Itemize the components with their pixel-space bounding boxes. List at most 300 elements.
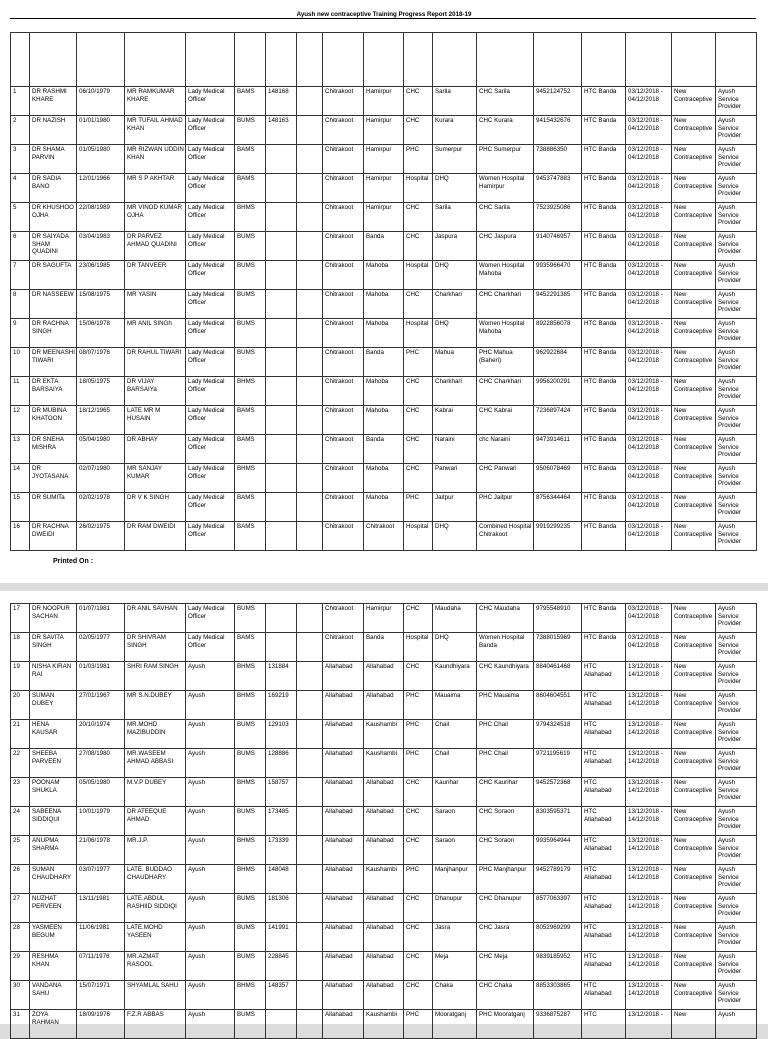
table-cell: Ayush <box>186 894 235 923</box>
table-row <box>11 778 757 807</box>
table-cell: CHC <box>404 807 433 836</box>
table-cell: 26/02/1975 <box>77 522 125 551</box>
table-cell: DR PARVEZ AHMAD QUADINI <box>125 232 186 261</box>
table-cell: Ayush <box>186 1010 235 1039</box>
table-cell: Chitrakoot <box>323 290 364 319</box>
table-cell: 13/12/2018 - 14/12/2018 <box>626 720 672 749</box>
table-cell: Kaushambi <box>364 749 404 778</box>
table-cell <box>266 435 297 464</box>
table-cell: Chitrakoot <box>323 145 364 174</box>
table-cell: Women Hospital Banda <box>477 633 534 662</box>
table-cell: Chitrakoot <box>323 261 364 290</box>
table-cell: Kaushambi <box>364 1010 404 1039</box>
table-cell: 13/12/2018 - <box>626 1010 672 1039</box>
table-cell: Jaspura <box>433 232 477 261</box>
table-row <box>11 633 757 662</box>
table-row <box>11 662 757 691</box>
table-cell: CHC Dhanupur <box>477 894 534 923</box>
table-cell: New Contraceptive <box>672 807 716 836</box>
table-cell: BUMS <box>235 952 266 981</box>
table-cell: 7 <box>11 261 30 290</box>
table-cell: Ayush <box>186 778 235 807</box>
table-row <box>11 749 757 778</box>
table-row <box>11 691 757 720</box>
table-cell: Chitrakoot <box>323 493 364 522</box>
header-cell <box>11 33 30 87</box>
table-cell: 13/12/2018 - 14/12/2018 <box>626 778 672 807</box>
table-row <box>11 290 757 319</box>
table-cell: New Contraceptive <box>672 691 716 720</box>
table-cell: 9140746957 <box>534 232 582 261</box>
table-cell: Allahabad <box>364 981 404 1010</box>
table-cell: Hospital <box>404 319 433 348</box>
table-cell: HTC Allahabad <box>582 981 626 1010</box>
table-cell: CHC Soraon <box>477 807 534 836</box>
table-cell: CHC <box>404 662 433 691</box>
table-cell: CHC <box>404 435 433 464</box>
table-cell: Lady Medical Officer <box>186 435 235 464</box>
table-cell: Combined Hospital Chitrakoot <box>477 522 534 551</box>
table-cell: Ayush Service Provider <box>716 720 757 749</box>
table-cell: New <box>672 1010 716 1039</box>
table-cell: Women Hospital Mahoba <box>477 319 534 348</box>
table-cell: 738886350 <box>534 145 582 174</box>
table-cell: PHC <box>404 145 433 174</box>
table-cell: HTC Banda <box>582 261 626 290</box>
table-cell: HTC Banda <box>582 145 626 174</box>
table-cell: Allahabad <box>364 662 404 691</box>
table-cell <box>297 720 323 749</box>
table-cell: Kaurihar <box>433 778 477 807</box>
table-row <box>11 377 757 406</box>
table-cell: 18/12/1965 <box>77 406 125 435</box>
table-row <box>11 348 757 377</box>
table-cell <box>297 691 323 720</box>
table-cell: ANUPMA SHARMA <box>30 836 77 865</box>
table-cell: 9 <box>11 319 30 348</box>
table-cell <box>297 406 323 435</box>
header-cell <box>186 33 235 87</box>
table-cell: 27/08/1980 <box>77 749 125 778</box>
table-cell: BUMS <box>235 720 266 749</box>
table-cell <box>297 894 323 923</box>
table-cell: 129103 <box>266 720 297 749</box>
table-cell: 8840461468 <box>534 662 582 691</box>
table-cell: VANDANA SAHU <box>30 981 77 1010</box>
table-cell: DR SHIVRAM SINGH <box>125 633 186 662</box>
table-cell: Mooratganj <box>433 1010 477 1039</box>
table-cell: Ayush Service Provider <box>716 290 757 319</box>
table-cell: Lady Medical Officer <box>186 87 235 116</box>
table-cell: Lady Medical Officer <box>186 377 235 406</box>
table-cell: DR RAHUL TIWARI <box>125 348 186 377</box>
table-cell: BAMS <box>235 406 266 435</box>
table-cell: 05/04/1980 <box>77 435 125 464</box>
table-cell: 9336875287 <box>534 1010 582 1039</box>
table-cell: DHQ <box>433 261 477 290</box>
table-cell: Banda <box>364 348 404 377</box>
table-cell: SUMAN CHAUDHARY <box>30 865 77 894</box>
table-cell: 03/12/2018 - 04/12/2018 <box>626 464 672 493</box>
table-cell: Chail <box>433 720 477 749</box>
table-cell: Ayush Service Provider <box>716 662 757 691</box>
table-cell: 9453747883 <box>534 174 582 203</box>
table-cell <box>297 923 323 952</box>
table-cell: BUMS <box>235 1010 266 1039</box>
table-cell: Hamirpur <box>364 203 404 232</box>
table-cell: 03/12/2018 - 04/12/2018 <box>626 290 672 319</box>
table-cell: 10 <box>11 348 30 377</box>
table-cell: BHMS <box>235 377 266 406</box>
header-cell <box>297 33 323 87</box>
table-cell: SHEEBA PARVEEN <box>30 749 77 778</box>
table-cell: New Contraceptive <box>672 493 716 522</box>
table-cell: Ayush Service Provider <box>716 522 757 551</box>
table-cell: 15/07/1971 <box>77 981 125 1010</box>
table-cell: 25 <box>11 836 30 865</box>
table-cell: 29 <box>11 952 30 981</box>
table-cell <box>266 145 297 174</box>
table-cell: BAMS <box>235 145 266 174</box>
table-cell: DR NAZISH <box>30 116 77 145</box>
table-cell: Ayush Service Provider <box>716 749 757 778</box>
table-cell: 9721195619 <box>534 749 582 778</box>
table-cell: PHC Jaitpur <box>477 493 534 522</box>
table-cell: CHC Sarila <box>477 203 534 232</box>
table-cell: HTC Allahabad <box>582 662 626 691</box>
table-cell: 03/12/2018 - 04/12/2018 <box>626 633 672 662</box>
table-cell: 03/07/1977 <box>77 865 125 894</box>
table-cell: BUMS <box>235 894 266 923</box>
table-cell: DR TANVEER <box>125 261 186 290</box>
table-cell: Ayush <box>186 720 235 749</box>
table-cell: 03/12/2018 - 04/12/2018 <box>626 348 672 377</box>
table-cell: 03/12/2018 - 04/12/2018 <box>626 493 672 522</box>
table-cell: Ayush <box>186 981 235 1010</box>
table-cell: MR.MOHD MAZIBUDDIN <box>125 720 186 749</box>
table-cell: CHC Soraon <box>477 836 534 865</box>
table-cell: Chitrakoot <box>364 522 404 551</box>
table-cell: 8604604551 <box>534 691 582 720</box>
table-cell <box>266 493 297 522</box>
table-cell: 03/12/2018 - 04/12/2018 <box>626 522 672 551</box>
table-cell: CHC <box>404 464 433 493</box>
table-cell: PHC Sumerpur <box>477 145 534 174</box>
table-row <box>11 87 757 116</box>
table-cell: chc Naraini <box>477 435 534 464</box>
table-cell: Lady Medical Officer <box>186 145 235 174</box>
table-cell: 13/12/2018 - 14/12/2018 <box>626 662 672 691</box>
table-cell: Ayush Service Provider <box>716 116 757 145</box>
table-cell: Kabrai <box>433 406 477 435</box>
table-cell: CHC <box>404 952 433 981</box>
table-cell: 03/12/2018 - 04/12/2018 <box>626 174 672 203</box>
table-cell <box>297 87 323 116</box>
table-cell: Ayush Service Provider <box>716 203 757 232</box>
table-cell: New Contraceptive <box>672 290 716 319</box>
table-cell: DR RACHNA DWEIDI <box>30 522 77 551</box>
table-cell <box>266 522 297 551</box>
table-cell: Lady Medical Officer <box>186 319 235 348</box>
table-cell: New Contraceptive <box>672 174 716 203</box>
table-cell: 03/12/2018 - 04/12/2018 <box>626 377 672 406</box>
table-cell: 13/12/2018 - 14/12/2018 <box>626 981 672 1010</box>
table-cell: 15/06/1978 <box>77 319 125 348</box>
table-cell: 30 <box>11 981 30 1010</box>
table-cell: BHMS <box>235 865 266 894</box>
table-row <box>11 261 757 290</box>
table-cell: New Contraceptive <box>672 464 716 493</box>
table-cell: DR ABHAY <box>125 435 186 464</box>
table-cell: HTC Banda <box>582 604 626 633</box>
table-cell <box>297 203 323 232</box>
table-cell: Allahabad <box>323 1010 364 1039</box>
table-cell: BUMS <box>235 749 266 778</box>
table-cell: HTC Allahabad <box>582 894 626 923</box>
table-cell: CHC Meja <box>477 952 534 981</box>
table-cell: CHC Kabrai <box>477 406 534 435</box>
table-row <box>11 865 757 894</box>
table-cell: SHYAMLAL SAHU <box>125 981 186 1010</box>
table-cell: New Contraceptive <box>672 377 716 406</box>
table-cell: HTC Banda <box>582 377 626 406</box>
table-cell: New Contraceptive <box>672 232 716 261</box>
table-row <box>11 952 757 981</box>
table-cell: BHMS <box>235 691 266 720</box>
table-cell: Allahabad <box>364 923 404 952</box>
table-cell: Hamirpur <box>364 174 404 203</box>
table-row <box>11 464 757 493</box>
table-cell: 05/05/1980 <box>77 778 125 807</box>
table-cell: PHC Chail <box>477 749 534 778</box>
header-cell <box>672 33 716 87</box>
header-row <box>11 33 757 87</box>
table-cell: 02/05/1977 <box>77 633 125 662</box>
table-cell: 13 <box>11 435 30 464</box>
table-cell: Saraon <box>433 807 477 836</box>
table-cell: Meja <box>433 952 477 981</box>
table-cell: 9452572368 <box>534 778 582 807</box>
table-cell <box>297 174 323 203</box>
table-cell <box>297 865 323 894</box>
table-cell: Women Hospital Hamirpur <box>477 174 534 203</box>
table-cell: HTC Allahabad <box>582 865 626 894</box>
table-cell: BAMS <box>235 435 266 464</box>
table-cell: Allahabad <box>323 836 364 865</box>
table-cell: Allahabad <box>323 807 364 836</box>
table-cell: LATE. BUDDAO CHAUDHARY <box>125 865 186 894</box>
table-cell: Chitrakoot <box>323 232 364 261</box>
report-title: Ayush new contraceptive Training Progress Report 2018-19 <box>296 11 472 18</box>
table-cell: HTC <box>582 1010 626 1039</box>
table-cell: 1 <box>11 87 30 116</box>
table-cell <box>297 377 323 406</box>
table-cell: Allahabad <box>323 778 364 807</box>
table-cell: HTC Banda <box>582 87 626 116</box>
header-cell <box>323 33 364 87</box>
table-cell: CHC Sarila <box>477 87 534 116</box>
table-cell: Allahabad <box>323 894 364 923</box>
header-cell <box>534 33 582 87</box>
table-cell: 181306 <box>266 894 297 923</box>
table-cell: Ayush Service Provider <box>716 952 757 981</box>
table-cell: BHMS <box>235 464 266 493</box>
table-cell: 03/12/2018 - 04/12/2018 <box>626 232 672 261</box>
table-cell: CHC Maudaha <box>477 604 534 633</box>
table-cell: CHC <box>404 981 433 1010</box>
table-cell: 24 <box>11 807 30 836</box>
table-cell: HTC Banda <box>582 203 626 232</box>
table-cell: HTC Allahabad <box>582 778 626 807</box>
table-cell: DR MUBINA KHATOON <box>30 406 77 435</box>
table-cell <box>297 145 323 174</box>
table-cell: DR SHAMA PARVIN <box>30 145 77 174</box>
table-cell: 13/12/2018 - 14/12/2018 <box>626 691 672 720</box>
table-cell: Lady Medical Officer <box>186 348 235 377</box>
table-cell: CHC <box>404 604 433 633</box>
table-cell: Sarila <box>433 87 477 116</box>
table-cell: 01/01/1980 <box>77 116 125 145</box>
table-cell: SUMAN DUBEY <box>30 691 77 720</box>
table-cell: MR S.N.DUBEY <box>125 691 186 720</box>
table-cell: 12 <box>11 406 30 435</box>
table-cell: Banda <box>364 633 404 662</box>
training-table-page-1 <box>10 32 757 551</box>
table-cell: 9935964944 <box>534 836 582 865</box>
table-cell: Sarila <box>433 203 477 232</box>
table-cell: 22/08/1989 <box>77 203 125 232</box>
table-cell: BUMS <box>235 923 266 952</box>
table-cell: DR EKTA BARSAIYA <box>30 377 77 406</box>
table-cell: 9795548910 <box>534 604 582 633</box>
table-cell: 12/01/1966 <box>77 174 125 203</box>
table-cell: 8052969299 <box>534 923 582 952</box>
table-cell: PHC Manjhanpur <box>477 865 534 894</box>
table-cell: HTC Banda <box>582 633 626 662</box>
table-cell: DR VIJAY BARSAIYa <box>125 377 186 406</box>
table-cell: Mahoba <box>364 406 404 435</box>
table-cell: HTC Banda <box>582 290 626 319</box>
table-cell: HTC Banda <box>582 406 626 435</box>
table-cell: 02/02/1978 <box>77 493 125 522</box>
table-cell: DR V K SINGH <box>125 493 186 522</box>
table-cell: New Contraceptive <box>672 923 716 952</box>
table-cell: 23 <box>11 778 30 807</box>
title-rule <box>10 18 756 19</box>
table-cell: DR SUMITa <box>30 493 77 522</box>
table-cell: New Contraceptive <box>672 981 716 1010</box>
table-cell: Jaitpur <box>433 493 477 522</box>
table-cell: 4 <box>11 174 30 203</box>
table-cell: Mauaima <box>433 691 477 720</box>
table-cell: Lady Medical Officer <box>186 261 235 290</box>
table-cell: Ayush Service Provider <box>716 174 757 203</box>
table-cell: Ayush <box>186 865 235 894</box>
table-cell: Ayush Service Provider <box>716 807 757 836</box>
table-cell <box>297 1010 323 1039</box>
table-cell: Lady Medical Officer <box>186 290 235 319</box>
table-row <box>11 116 757 145</box>
table-cell: 9839185952 <box>534 952 582 981</box>
table-cell: BUMS <box>235 116 266 145</box>
table-cell <box>297 662 323 691</box>
table-cell: Lady Medical Officer <box>186 174 235 203</box>
table-cell: DR RACHNA SINGH <box>30 319 77 348</box>
table-cell: Chitrakoot <box>323 522 364 551</box>
table-cell: New Contraceptive <box>672 116 716 145</box>
table-cell: 7236897424 <box>534 406 582 435</box>
table-cell: Women Hospital Mahoba <box>477 261 534 290</box>
table-cell: CHC Charkhari <box>477 290 534 319</box>
header-cell <box>30 33 77 87</box>
table-cell: Ayush Service Provider <box>716 691 757 720</box>
table-row <box>11 145 757 174</box>
table-cell: Chitrakoot <box>323 319 364 348</box>
table-cell: DR NASSEEW <box>30 290 77 319</box>
table-cell: 19 <box>11 662 30 691</box>
table-cell: MR RIZWAN UDDIN KHAN <box>125 145 186 174</box>
table-row <box>11 923 757 952</box>
table-cell <box>297 493 323 522</box>
table-cell: Allahabad <box>364 807 404 836</box>
table-cell: 20 <box>11 691 30 720</box>
table-row <box>11 807 757 836</box>
table-cell: 962922684 <box>534 348 582 377</box>
table-cell: Allahabad <box>323 749 364 778</box>
table-cell: HENA KAUSAR <box>30 720 77 749</box>
table-cell: 13/12/2018 - 14/12/2018 <box>626 894 672 923</box>
table-cell: HTC Banda <box>582 232 626 261</box>
table-cell: Allahabad <box>323 923 364 952</box>
table-cell: Ayush Service Provider <box>716 87 757 116</box>
table-cell: Ayush Service Provider <box>716 145 757 174</box>
table-cell <box>297 319 323 348</box>
table-cell: HTC Allahabad <box>582 720 626 749</box>
table-cell: PHC Chail <box>477 720 534 749</box>
table-cell: SHRI RAM SINGH <box>125 662 186 691</box>
table-cell <box>297 522 323 551</box>
table-cell: 03/12/2018 - 04/12/2018 <box>626 116 672 145</box>
table-cell: Chitrakoot <box>323 203 364 232</box>
table-cell: 158757 <box>266 778 297 807</box>
table-cell: Lady Medical Officer <box>186 203 235 232</box>
table-cell: Hamirpur <box>364 87 404 116</box>
table-cell: Hospital <box>404 174 433 203</box>
table-cell: DR SADIA BANO <box>30 174 77 203</box>
table-cell: Ayush Service Provider <box>716 981 757 1010</box>
table-cell: 128886 <box>266 749 297 778</box>
table-cell: 21 <box>11 720 30 749</box>
table-cell: BUMS <box>235 290 266 319</box>
table-cell: 28 <box>11 923 30 952</box>
header-cell <box>433 33 477 87</box>
table-cell: Banda <box>364 232 404 261</box>
table-cell: CHC Jaspura <box>477 232 534 261</box>
table-cell: 9794324518 <box>534 720 582 749</box>
table-cell: Ayush <box>716 1010 757 1039</box>
table-cell: HTC Banda <box>582 174 626 203</box>
table-cell <box>297 836 323 865</box>
table-cell: BHMS <box>235 981 266 1010</box>
table-cell: BHMS <box>235 836 266 865</box>
table-cell: Ayush <box>186 807 235 836</box>
table-cell: Mahoba <box>364 319 404 348</box>
table-cell <box>266 604 297 633</box>
table-cell: ZOYA RAHMAN <box>30 1010 77 1039</box>
table-cell: Hospital <box>404 261 433 290</box>
table-cell: M.V.P DUBEY <box>125 778 186 807</box>
table-cell: Chitrakoot <box>323 87 364 116</box>
